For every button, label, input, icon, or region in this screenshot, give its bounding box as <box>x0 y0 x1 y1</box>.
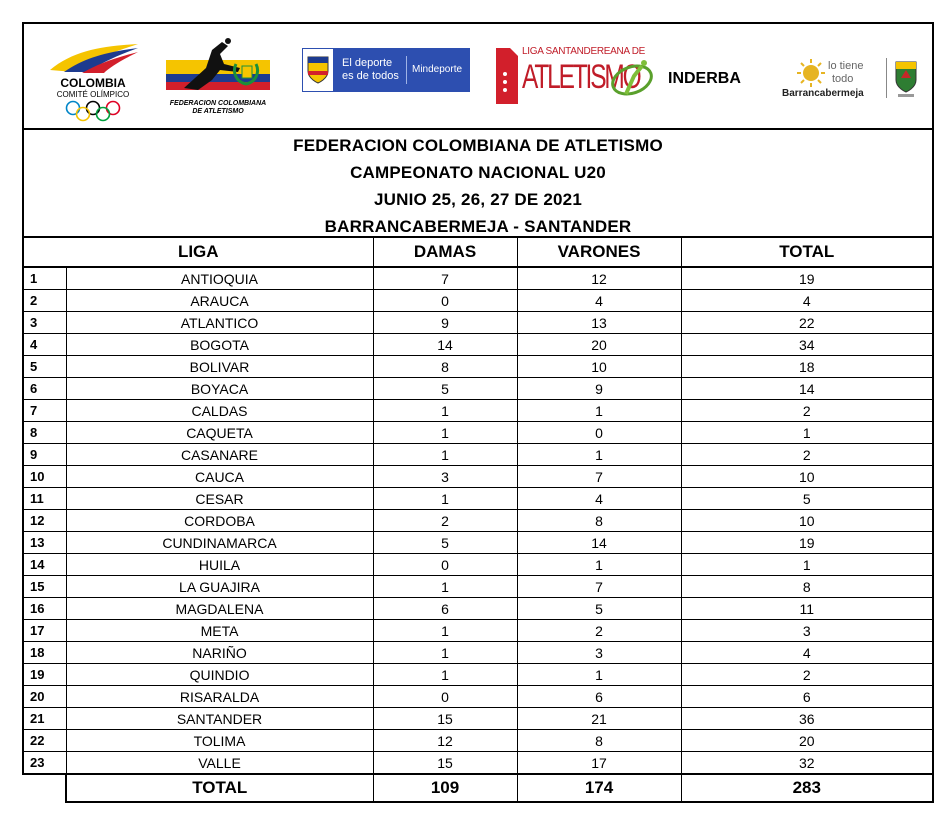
table-row <box>23 598 933 620</box>
row-varones: 12 <box>517 267 681 290</box>
row-damas: 7 <box>373 267 517 290</box>
row-varones: 1 <box>517 400 681 422</box>
table-row <box>23 267 933 290</box>
row-total: 6 <box>681 686 933 708</box>
totals-label: TOTAL <box>66 774 373 802</box>
row-varones: 1 <box>517 664 681 686</box>
row-liga: RISARALDA <box>66 686 373 708</box>
row-liga: CASANARE <box>66 444 373 466</box>
row-total: 2 <box>681 400 933 422</box>
row-liga: LA GUAJIRA <box>66 576 373 598</box>
row-number: 5 <box>23 356 66 378</box>
logo-strip <box>22 22 934 128</box>
mindeporte-slogan-2: es de todos <box>342 70 399 82</box>
row-varones: 13 <box>517 312 681 334</box>
row-total: 32 <box>681 752 933 775</box>
row-total: 3 <box>681 620 933 642</box>
table-row <box>23 356 933 378</box>
row-total: 2 <box>681 664 933 686</box>
row-liga: CESAR <box>66 488 373 510</box>
row-varones: 9 <box>517 378 681 400</box>
row-liga: ANTIOQUIA <box>66 267 373 290</box>
row-total: 36 <box>681 708 933 730</box>
row-number: 7 <box>23 400 66 422</box>
row-liga: CALDAS <box>66 400 373 422</box>
row-total: 20 <box>681 730 933 752</box>
row-varones: 7 <box>517 466 681 488</box>
barranca-slogan-1: lo tiene <box>828 60 864 72</box>
row-damas: 5 <box>373 532 517 554</box>
row-total: 11 <box>681 598 933 620</box>
totals-row <box>23 774 933 802</box>
row-total: 2 <box>681 444 933 466</box>
row-damas: 0 <box>373 290 517 312</box>
liga-top: LIGA SANTANDEREANA DE <box>522 46 645 57</box>
row-damas: 5 <box>373 378 517 400</box>
title-location: BARRANCABERMEJA - SANTANDER <box>324 217 632 236</box>
table-row <box>23 554 933 576</box>
totals-total: 283 <box>681 774 933 802</box>
table-row <box>23 444 933 466</box>
row-varones: 14 <box>517 532 681 554</box>
table-row <box>23 576 933 598</box>
totals-blank-cell <box>23 774 66 802</box>
row-varones: 8 <box>517 510 681 532</box>
row-varones: 20 <box>517 334 681 356</box>
table-row <box>23 730 933 752</box>
row-damas: 1 <box>373 488 517 510</box>
row-liga: ATLANTICO <box>66 312 373 334</box>
mindeporte-divider <box>406 56 407 84</box>
row-number: 11 <box>23 488 66 510</box>
row-liga: HUILA <box>66 554 373 576</box>
santander-flag-icon <box>496 48 518 104</box>
row-total: 8 <box>681 576 933 598</box>
row-damas: 1 <box>373 422 517 444</box>
table-row <box>23 400 933 422</box>
row-number: 8 <box>23 422 66 444</box>
table-row <box>23 378 933 400</box>
row-varones: 4 <box>517 488 681 510</box>
row-damas: 15 <box>373 708 517 730</box>
row-number: 6 <box>23 378 66 400</box>
row-damas: 1 <box>373 620 517 642</box>
row-total: 19 <box>681 532 933 554</box>
row-damas: 1 <box>373 400 517 422</box>
row-number: 20 <box>23 686 66 708</box>
table-row <box>23 422 933 444</box>
row-total: 1 <box>681 422 933 444</box>
row-total: 10 <box>681 510 933 532</box>
header-total: TOTAL <box>681 237 933 267</box>
table-body <box>23 267 933 802</box>
header-liga: LIGA <box>23 237 373 267</box>
row-varones: 17 <box>517 752 681 775</box>
row-total: 4 <box>681 642 933 664</box>
row-number: 19 <box>23 664 66 686</box>
results-sheet <box>22 22 932 802</box>
table-header-row <box>23 237 933 267</box>
row-varones: 0 <box>517 422 681 444</box>
table-row <box>23 664 933 686</box>
results-table <box>22 236 934 803</box>
coc-sub: COMITÉ OLÍMPICO <box>56 90 130 99</box>
row-liga: ARAUCA <box>66 290 373 312</box>
olympic-rings-icon <box>63 100 123 122</box>
row-damas: 1 <box>373 576 517 598</box>
header-varones: VARONES <box>517 237 681 267</box>
table-row <box>23 488 933 510</box>
row-liga: BOYACA <box>66 378 373 400</box>
inderba-logo: INDERBA <box>668 70 741 87</box>
row-number: 15 <box>23 576 66 598</box>
row-number: 4 <box>23 334 66 356</box>
row-varones: 6 <box>517 686 681 708</box>
table-row <box>23 290 933 312</box>
title-dates: JUNIO 25, 26, 27 DE 2021 <box>374 190 582 209</box>
row-liga: NARIÑO <box>66 642 373 664</box>
row-varones: 8 <box>517 730 681 752</box>
mindeporte-shield-panel <box>302 48 334 92</box>
municipal-shield-icon <box>892 56 920 100</box>
row-varones: 21 <box>517 708 681 730</box>
row-total: 4 <box>681 290 933 312</box>
table-row <box>23 334 933 356</box>
title-championship: CAMPEONATO NACIONAL U20 <box>350 163 606 182</box>
totals-damas: 109 <box>373 774 517 802</box>
row-damas: 0 <box>373 686 517 708</box>
row-damas: 2 <box>373 510 517 532</box>
row-number: 12 <box>23 510 66 532</box>
coat-of-arms-icon <box>306 55 330 85</box>
fca-caption-2: DE ATLETISMO <box>192 108 244 115</box>
row-damas: 1 <box>373 444 517 466</box>
row-number: 16 <box>23 598 66 620</box>
table-row <box>23 752 933 775</box>
row-liga: MAGDALENA <box>66 598 373 620</box>
row-varones: 7 <box>517 576 681 598</box>
row-damas: 12 <box>373 730 517 752</box>
liga-main: ATLETISMO <box>522 58 640 96</box>
row-liga: CORDOBA <box>66 510 373 532</box>
row-varones: 1 <box>517 444 681 466</box>
runner-flag-icon <box>166 38 270 98</box>
row-total: 10 <box>681 466 933 488</box>
row-liga: SANTANDER <box>66 708 373 730</box>
barranca-slogan-2: todo <box>832 73 854 85</box>
row-number: 21 <box>23 708 66 730</box>
row-liga: CUNDINAMARCA <box>66 532 373 554</box>
row-liga: CAQUETA <box>66 422 373 444</box>
row-damas: 14 <box>373 334 517 356</box>
title-block <box>22 128 934 238</box>
barranca-divider <box>886 58 887 98</box>
row-number: 23 <box>23 752 66 775</box>
row-total: 19 <box>681 267 933 290</box>
row-number: 14 <box>23 554 66 576</box>
row-total: 18 <box>681 356 933 378</box>
row-total: 34 <box>681 334 933 356</box>
totals-varones: 174 <box>517 774 681 802</box>
row-damas: 8 <box>373 356 517 378</box>
mindeporte-logo <box>302 48 470 92</box>
coc-logo <box>44 42 142 122</box>
header-damas: DAMAS <box>373 237 517 267</box>
row-damas: 15 <box>373 752 517 775</box>
row-varones: 2 <box>517 620 681 642</box>
liga-santander-logo <box>496 46 656 106</box>
mindeporte-name: Mindeporte <box>412 64 463 75</box>
row-number: 10 <box>23 466 66 488</box>
athlete-swoosh-icon <box>608 56 658 102</box>
fca-caption-1: FEDERACION COLOMBIANA <box>169 100 267 107</box>
row-damas: 1 <box>373 664 517 686</box>
row-damas: 1 <box>373 642 517 664</box>
row-varones: 1 <box>517 554 681 576</box>
table-row <box>23 510 933 532</box>
row-varones: 5 <box>517 598 681 620</box>
row-varones: 10 <box>517 356 681 378</box>
sun-icon <box>796 58 826 88</box>
row-number: 3 <box>23 312 66 334</box>
row-total: 22 <box>681 312 933 334</box>
row-liga: META <box>66 620 373 642</box>
row-total: 14 <box>681 378 933 400</box>
row-liga: BOGOTA <box>66 334 373 356</box>
row-damas: 9 <box>373 312 517 334</box>
row-damas: 6 <box>373 598 517 620</box>
row-number: 2 <box>23 290 66 312</box>
title-federation: FEDERACION COLOMBIANA DE ATLETISMO <box>293 136 663 155</box>
mindeporte-slogan-1: El deporte <box>342 57 393 69</box>
row-number: 22 <box>23 730 66 752</box>
table-row <box>23 532 933 554</box>
table-row <box>23 620 933 642</box>
row-varones: 3 <box>517 642 681 664</box>
table-row <box>23 466 933 488</box>
row-liga: VALLE <box>66 752 373 775</box>
row-liga: CAUCA <box>66 466 373 488</box>
row-damas: 3 <box>373 466 517 488</box>
table-row <box>23 686 933 708</box>
fca-logo <box>166 38 270 120</box>
coc-flag-icon <box>44 42 142 74</box>
row-liga: BOLIVAR <box>66 356 373 378</box>
coc-name: COLOMBIA <box>60 76 126 90</box>
row-number: 1 <box>23 267 66 290</box>
row-total: 1 <box>681 554 933 576</box>
table-row <box>23 708 933 730</box>
table-row <box>23 312 933 334</box>
row-number: 13 <box>23 532 66 554</box>
barranca-name: Barrancabermeja <box>782 88 864 99</box>
row-number: 17 <box>23 620 66 642</box>
row-liga: QUINDIO <box>66 664 373 686</box>
row-damas: 0 <box>373 554 517 576</box>
row-number: 9 <box>23 444 66 466</box>
row-varones: 4 <box>517 290 681 312</box>
row-total: 5 <box>681 488 933 510</box>
row-number: 18 <box>23 642 66 664</box>
row-liga: TOLIMA <box>66 730 373 752</box>
barrancabermeja-logo <box>782 56 878 106</box>
table-row <box>23 642 933 664</box>
